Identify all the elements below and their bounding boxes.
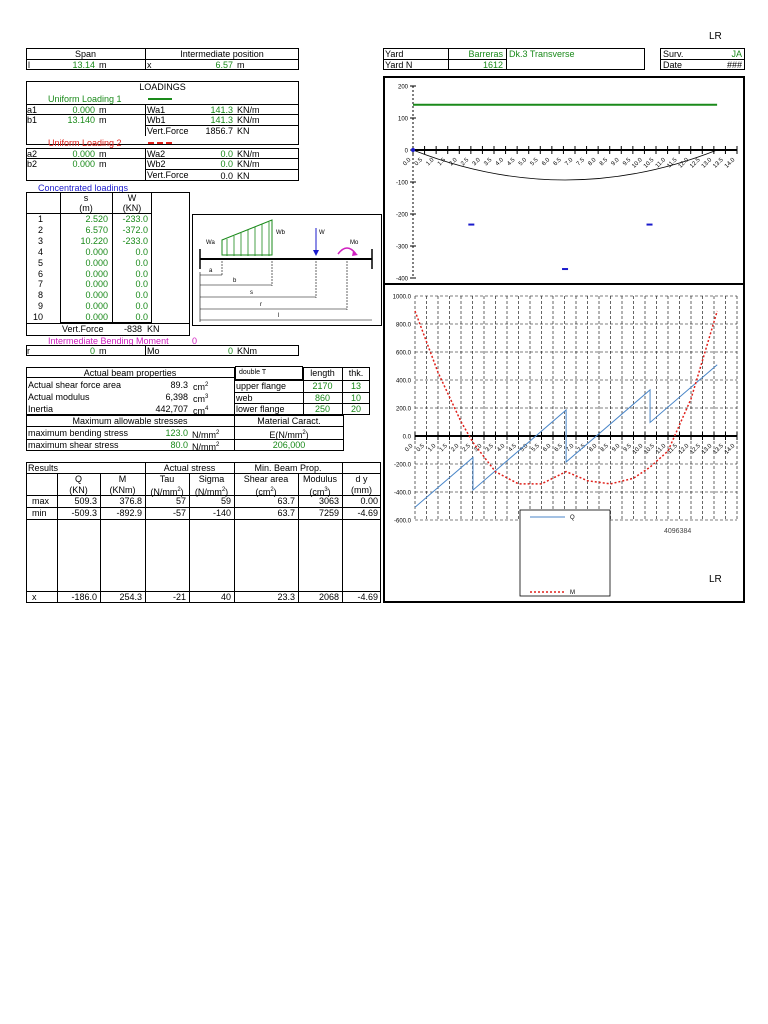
intermediate-unit: m [237, 60, 245, 70]
x-tick-label: 3.5 [483, 157, 494, 168]
x-tick-label: 13.5 [712, 443, 725, 456]
x-tick-label: 4.0 [494, 157, 505, 168]
ul1-vf-unit: KN [237, 126, 250, 136]
results-row-label: min [32, 508, 47, 518]
x-tick-label: 8.0 [588, 443, 599, 454]
x-tick-label: 12.5 [689, 157, 702, 170]
x-tick-label: 7.0 [564, 157, 575, 168]
conc-row-s[interactable]: 0.000 [85, 268, 108, 279]
y-tick-label: 800.0 [395, 322, 411, 329]
wa2-value[interactable]: 0.0 [220, 149, 233, 159]
x-tick-label: 10.5 [642, 157, 656, 170]
results-header-unit: $(cm^2)$ [255, 487, 277, 497]
x-tick-label: 2.5 [460, 157, 471, 168]
span-value[interactable]: 13.14 [72, 60, 95, 70]
x-tick-label: 8.0 [587, 157, 598, 168]
wb2-unit: KN/m [237, 159, 260, 169]
results-unit-text: (KNm) [109, 485, 136, 495]
x-tick-label: 6.5 [553, 443, 564, 454]
conc-header-w: W [127, 193, 137, 203]
results-cell: 63.7 [277, 508, 295, 518]
yard-label: Yard [385, 49, 404, 59]
conc-header-s: s [83, 193, 89, 203]
ul2-vf-value: 0.0 [220, 171, 233, 181]
mo-label: Mo [147, 346, 160, 356]
beam-prop-unit-text: cm [193, 406, 205, 416]
beam-type-value: double T [239, 369, 267, 376]
beam-prop-unit: $cm^4$ [193, 406, 209, 416]
results-cell: 40 [220, 592, 231, 602]
beam-prop-unit-text: cm [193, 394, 205, 404]
allow-title: Maximum allowable stresses [72, 416, 188, 426]
x-tick-label: 9.0 [610, 157, 621, 168]
conc-row-s[interactable]: 0.000 [85, 246, 108, 257]
date-label: Date [663, 60, 683, 70]
results-cell: -4.69 [357, 508, 378, 518]
sketch-w: W [319, 230, 325, 236]
conc-header-w-unit: (KN) [122, 203, 142, 213]
wa1-unit: KN/m [237, 105, 260, 115]
e-value[interactable]: 206,000 [272, 440, 306, 450]
corner-label: LR [709, 31, 722, 42]
x-tick-label: 1.0 [427, 443, 438, 454]
x-tick-label: 11.5 [666, 443, 679, 456]
material-title: Material Caract. [257, 416, 321, 426]
x-tick-label: 0.0 [404, 443, 415, 454]
shear-moment-chart [385, 286, 743, 601]
beam-prop-label: Actual shear force area [28, 380, 122, 390]
chart-legend [520, 510, 610, 596]
beam-part-label: lower flange [236, 404, 285, 415]
x-tick-label: 2.0 [448, 157, 459, 168]
beam-part-label: web [236, 392, 253, 403]
y-tick-label: -600.0 [393, 518, 411, 525]
support-point [411, 148, 415, 152]
x-tick-label: 7.5 [576, 443, 587, 454]
a1-unit: m [99, 105, 107, 115]
x-tick-label: 3.0 [471, 157, 482, 168]
yard-n-label: Yard N [385, 60, 413, 70]
x-tick-label: 12.0 [677, 157, 691, 170]
x-tick-label: 9.5 [622, 443, 633, 454]
results-cell: 59 [220, 496, 231, 506]
x-tick-label: 14.0 [723, 157, 737, 170]
conc-row-s[interactable]: 0.000 [85, 312, 108, 323]
x-tick-label: 2.5 [461, 443, 472, 454]
e-label: E(N/mm [269, 430, 303, 440]
x-tick-label: 0.5 [415, 443, 426, 454]
b2-value[interactable]: 0.000 [72, 159, 95, 169]
b1-unit: m [99, 115, 107, 125]
beam-header-thk: thk. [348, 368, 364, 378]
span-unit: m [99, 60, 107, 70]
x-tick-label: 7.0 [565, 443, 576, 454]
wb2-label: Wb2 [147, 159, 166, 169]
x-tick-label: 6.5 [552, 157, 563, 168]
results-cell: 0.00 [360, 496, 378, 506]
conc-row-number: 6 [37, 268, 43, 279]
results-row-label: max [32, 496, 50, 506]
wa1-label: Wa1 [147, 105, 166, 115]
x-tick-label: 14.0 [723, 443, 737, 456]
x-tick-label: 2.0 [450, 443, 461, 454]
conc-row-s[interactable]: 2.520 [85, 214, 108, 224]
sketch-wb: Wb [276, 230, 285, 236]
results-header-unit [57, 485, 100, 495]
r-unit: m [99, 346, 107, 356]
conc-row-number: 7 [37, 279, 43, 290]
results-cell: 509.3 [74, 496, 97, 506]
r-value[interactable]: 0 [89, 346, 95, 356]
y-tick-label: 100 [397, 116, 408, 123]
beam-prop-label: Inertia [28, 404, 54, 414]
span-label: Span [74, 49, 97, 59]
ul2-vf-unit: KN [237, 171, 250, 181]
results-cell: -4.69 [357, 592, 378, 602]
x-tick-label: 11.5 [666, 157, 679, 170]
conc-row-number: 8 [37, 290, 43, 301]
y-tick-label: -100 [395, 180, 408, 187]
results-cell: 254.3 [119, 592, 142, 602]
sketch-mo: Mo [350, 240, 359, 246]
mo-unit: KNm [237, 346, 257, 356]
results-header-unit: $(N/mm^2)$ [194, 487, 229, 497]
conc-row-number: 9 [37, 301, 43, 312]
b1-label: b1 [27, 115, 38, 125]
y-tick-label: -200.0 [393, 462, 411, 469]
conc-row-s[interactable]: 6.570 [85, 224, 108, 235]
y-tick-label: 200.0 [395, 406, 411, 413]
x-tick-label: 9.0 [611, 443, 622, 454]
date-value: ### [726, 60, 742, 70]
results-header-unit [342, 485, 381, 495]
beam-part-length[interactable]: 860 [314, 392, 331, 403]
sketch-a: a [209, 268, 213, 274]
x-tick-label: 8.5 [598, 157, 610, 168]
results-title: Results [28, 463, 59, 473]
beam-part-thk[interactable]: 10 [350, 392, 361, 403]
r-label: r [27, 346, 30, 356]
conc-row-w[interactable]: 0.0 [135, 257, 148, 268]
intermediate-value[interactable]: 6.57 [215, 60, 233, 70]
beam-part-length[interactable]: 250 [314, 404, 331, 415]
results-cell: 23.3 [277, 592, 295, 602]
b1-value[interactable]: 13.140 [67, 115, 95, 125]
uniform-loading-2-legend [148, 142, 172, 144]
x-tick-label: 12.0 [677, 443, 691, 456]
results-row-label: x [32, 592, 37, 602]
results-header: Tau [159, 474, 175, 484]
results-header: Shear area [243, 474, 289, 484]
x-tick-label: 12.5 [689, 443, 702, 456]
conc-vf-unit: KN [147, 324, 160, 334]
x-tick-label: 6.0 [542, 443, 553, 454]
x-tick-label: 4.0 [496, 443, 507, 454]
conc-row-w[interactable]: 0.0 [135, 268, 148, 279]
conc-row-s[interactable]: 0.000 [85, 279, 108, 290]
beam-type-select[interactable] [235, 366, 303, 380]
yard-n-value[interactable]: 1612 [482, 60, 503, 70]
results-cell: 63.7 [277, 496, 295, 506]
beam-props-title: Actual beam properties [83, 368, 177, 378]
uniform-loading-2-title: Uniform Loading 2 [48, 138, 122, 148]
results-cell: -509.3 [71, 508, 97, 518]
beam-sketch [192, 214, 382, 326]
intermediate-symbol: x [147, 60, 152, 70]
y-tick-label: 0 [404, 148, 408, 155]
beam-prop-value: 442,707 [155, 404, 188, 414]
loadings-title: LOADINGS [139, 82, 186, 92]
x-tick-label: 5.0 [519, 443, 530, 454]
conc-row-w[interactable]: 0.0 [135, 290, 148, 301]
x-tick-label: 11.0 [655, 443, 668, 456]
sketch-l: l [278, 313, 280, 319]
conc-row-s[interactable]: 10.220 [80, 235, 108, 246]
sketch-r: r [260, 302, 262, 308]
x-tick-label: 0.5 [413, 157, 424, 168]
conc-row-w[interactable]: 0.0 [135, 301, 148, 312]
conc-vf-label: Vert.Force [62, 324, 104, 334]
conc-row-w[interactable]: -233.0 [122, 214, 148, 224]
conc-row-s[interactable]: 0.000 [85, 301, 108, 312]
span-symbol: l [28, 60, 30, 70]
x-tick-label: 5.5 [529, 157, 540, 168]
beam-prop-value: 6,398 [165, 392, 188, 402]
x-tick-label: 10.0 [631, 157, 644, 170]
a2-value[interactable]: 0.000 [72, 149, 95, 159]
results-cell: 7259 [318, 508, 339, 518]
results-header-unit: $(N/mm^2)$ [150, 487, 184, 497]
beam-part-length[interactable]: 2170 [312, 381, 333, 391]
results-header: d y [355, 474, 368, 484]
y-tick-label: 600.0 [395, 350, 411, 357]
results-header: Sigma [198, 474, 225, 484]
wb1-value[interactable]: 141.3 [210, 115, 233, 125]
results-unit-text: (N/mm [150, 487, 178, 497]
wb2-value[interactable]: 0.0 [220, 159, 233, 169]
results-cell: 57 [175, 496, 186, 506]
beam-part-thk[interactable]: 13 [350, 381, 361, 391]
bending-label: maximum bending stress [28, 428, 129, 438]
bending-value[interactable]: 123.0 [165, 428, 188, 438]
corner-label-bottom: LR [709, 574, 722, 585]
x-tick-label: 0.0 [402, 157, 413, 168]
beam-prop-unit-text: cm [193, 382, 205, 392]
results-cell: 2068 [318, 592, 339, 602]
wa2-label: Wa2 [147, 149, 166, 159]
beam-prop-value: 89.3 [170, 380, 188, 390]
results-header-unit [100, 485, 145, 495]
x-tick-label: 11.0 [654, 157, 667, 170]
sketch-wa: Wa [206, 240, 215, 246]
x-tick-label: 9.5 [622, 157, 633, 168]
min-beam-prop-title: Min. Beam Prop. [254, 463, 322, 473]
wa2-unit: KN/m [237, 149, 260, 159]
conc-row-number: 5 [37, 257, 43, 268]
conc-row-w[interactable]: 0.0 [135, 246, 148, 257]
uniform-loading-1-legend [148, 98, 172, 100]
beam-part-label: upper flange [236, 381, 287, 391]
beam-prop-unit: $cm^2$ [193, 382, 209, 392]
x-tick-label: 1.0 [425, 157, 436, 168]
y-tick-label: -200 [395, 212, 408, 219]
wb1-label: Wb1 [147, 115, 166, 125]
x-tick-label: 5.0 [517, 157, 529, 168]
results-header-unit: $(cm^3)$ [309, 487, 331, 497]
beam-prop-label: Actual modulus [28, 392, 90, 402]
x-tick-label: 13.0 [700, 157, 714, 170]
x-tick-label: 7.5 [575, 157, 586, 168]
results-cell: -140 [212, 508, 231, 518]
conc-row-number: 1 [37, 214, 43, 224]
conc-row-number: 10 [32, 312, 43, 323]
mo-value[interactable]: 0 [227, 346, 233, 356]
legend-m-label: M [570, 590, 575, 596]
ul2-vf-label: Vert.Force [147, 170, 189, 180]
results-cell: 376.8 [119, 496, 142, 506]
shear-label: maximum shear stress [28, 440, 119, 450]
y-tick-label: 0.0 [402, 434, 411, 441]
conc-row-number: 3 [37, 235, 43, 246]
shear-value[interactable]: 80.0 [170, 440, 188, 450]
surv-label: Surv. [663, 49, 684, 59]
shear-unit: N/mm [192, 442, 216, 452]
a1-label: a1 [27, 105, 38, 115]
results-unit-text: (N/mm [194, 487, 222, 497]
load-chart [385, 78, 743, 282]
y-tick-label: 200 [397, 84, 408, 91]
a2-unit: m [99, 149, 107, 159]
results-cell: -186.0 [71, 592, 97, 602]
results-unit-text: (mm) [351, 485, 372, 495]
results-unit-text: (cm [255, 487, 271, 497]
results-header: Q [74, 474, 82, 484]
results-header: Modulus [302, 474, 338, 484]
results-cell: 3063 [318, 496, 339, 506]
x-tick-label: 4.5 [506, 157, 517, 168]
surv-value[interactable]: JA [731, 49, 742, 59]
wb1-unit: KN/m [237, 115, 260, 125]
results-unit-text: (KN) [69, 485, 88, 495]
ul1-vf-label: Vert.Force [147, 126, 189, 136]
beam-header-length: length [310, 368, 335, 378]
results-cell: -21 [172, 592, 186, 602]
ibm-title: Intermediate Bending Moment [48, 336, 169, 346]
conc-row-s[interactable]: 0.000 [85, 257, 108, 268]
b2-label: b2 [27, 159, 38, 169]
sketch-s: s [250, 290, 253, 296]
results-cell: -57 [172, 508, 186, 518]
conc-vf-value: -838 [123, 324, 142, 334]
results-header: M [118, 474, 127, 484]
ibm-value[interactable]: 0 [192, 336, 198, 346]
x-tick-label: 6.0 [541, 157, 552, 168]
x-tick-label: 5.5 [530, 443, 541, 454]
conc-row-w[interactable]: 0.0 [135, 312, 148, 323]
x-tick-label: 3.5 [484, 443, 495, 454]
intermediate-label: Intermediate position [180, 49, 264, 59]
y-tick-label: 400.0 [395, 378, 411, 385]
concentrated-title: Concentrated loadings [38, 183, 129, 193]
yard-value[interactable]: Barreras [468, 49, 503, 59]
wa1-value[interactable]: 141.3 [210, 105, 233, 115]
x-tick-label: 1.5 [438, 443, 449, 454]
bending-unit: N/mm [192, 430, 216, 440]
sketch-b: b [233, 278, 237, 284]
beam-part-thk[interactable]: 20 [350, 404, 361, 415]
y-tick-label: -300 [395, 244, 408, 251]
item-name[interactable]: Dk.3 Transverse [509, 49, 575, 59]
x-tick-label: 13.0 [700, 443, 714, 456]
x-tick-label: 13.5 [712, 157, 725, 170]
y-tick-label: 1000.0 [392, 294, 411, 301]
x-tick-label: 1.5 [436, 157, 448, 168]
legend-q-label: Q [570, 515, 575, 521]
x-tick-label: 10.0 [631, 443, 645, 456]
uniform-loading-1-title: Uniform Loading 1 [48, 94, 122, 104]
x-tick-label: 3.0 [473, 443, 484, 454]
a1-value[interactable]: 0.000 [72, 105, 95, 115]
conc-row-w[interactable]: -233.0 [122, 235, 148, 246]
legend-box [520, 510, 610, 596]
y-tick-label: -400.0 [393, 490, 411, 497]
x-tick-label: 4.5 [507, 443, 518, 454]
y-tick-label: -400 [395, 276, 408, 282]
actual-stress-title: Actual stress [163, 463, 216, 473]
results-unit-text: (cm [309, 487, 325, 497]
beam-prop-unit: $cm^3$ [193, 394, 209, 404]
chart-footnote: 4096384 [664, 528, 692, 535]
a2-label: a2 [27, 149, 38, 159]
x-tick-label: 10.5 [643, 443, 656, 456]
b2-unit: m [99, 159, 107, 169]
conc-row-w[interactable]: -372.0 [122, 224, 148, 235]
conc-header-s-unit: (m) [79, 203, 93, 213]
results-cell: -892.9 [116, 508, 142, 518]
ul1-vf-value: 1856.7 [205, 126, 233, 136]
conc-row-w[interactable]: 0.0 [135, 279, 148, 290]
conc-row-number: 4 [37, 246, 43, 257]
conc-row-s[interactable]: 0.000 [85, 290, 108, 301]
x-tick-label: 8.5 [599, 443, 610, 454]
conc-row-number: 2 [37, 224, 43, 235]
